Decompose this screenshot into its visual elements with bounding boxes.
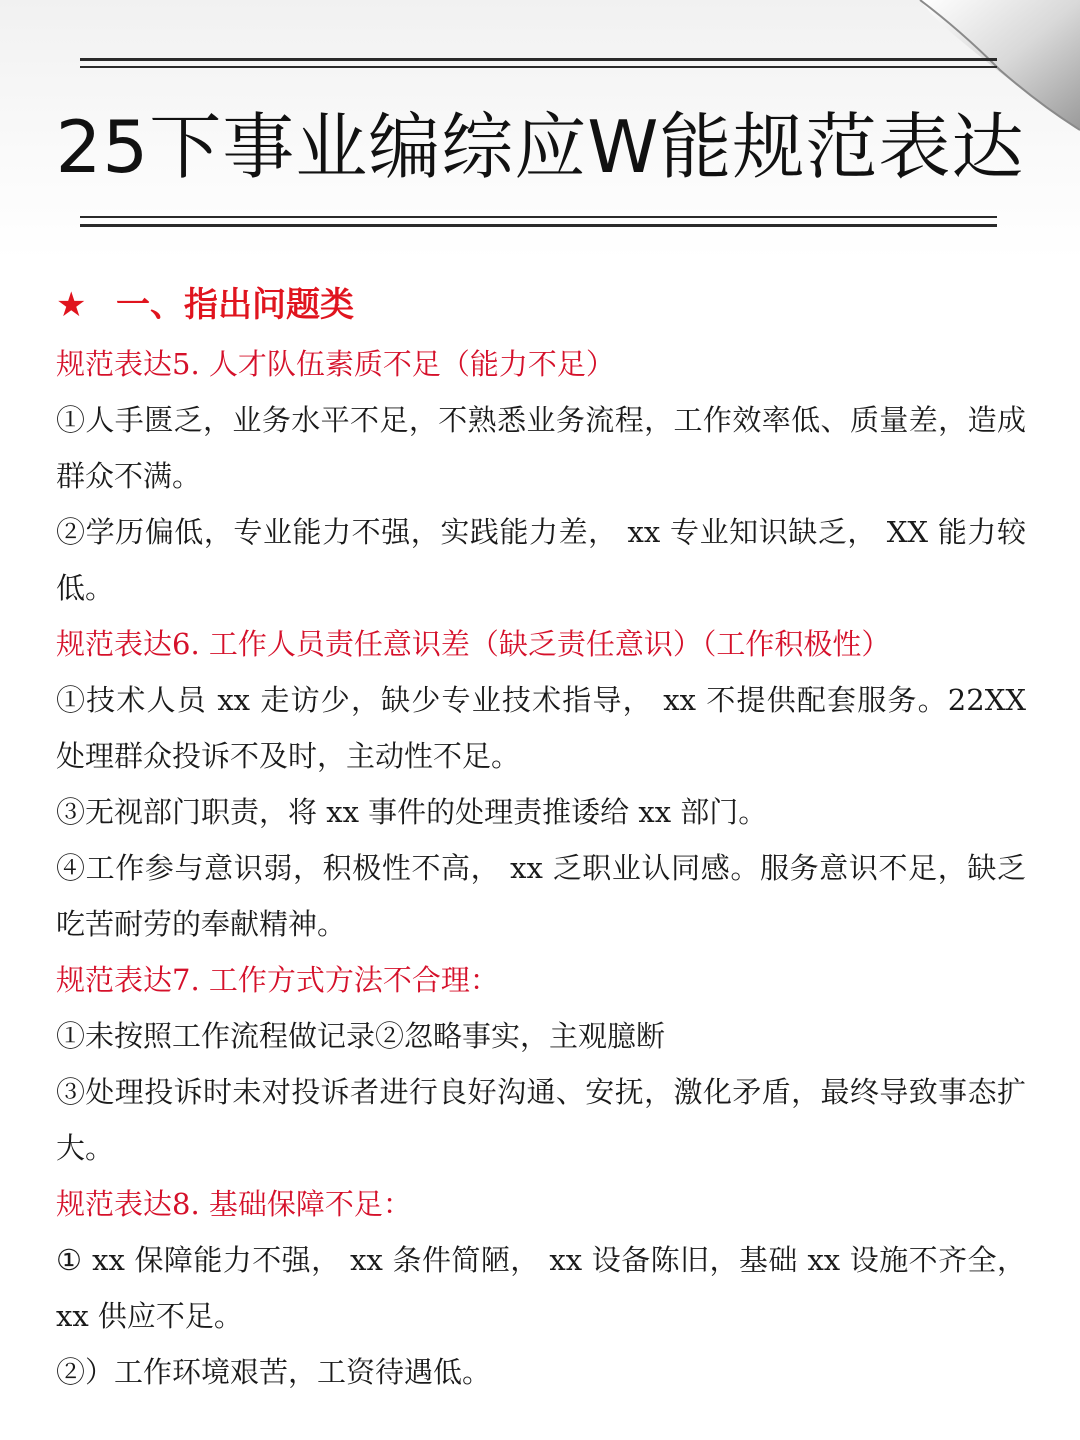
block-label: 规范表达5. 人才队伍素质不足（能力不足） bbox=[56, 347, 615, 381]
block-5 bbox=[56, 336, 1026, 616]
title-bottom-rule bbox=[80, 224, 997, 227]
section-heading bbox=[56, 276, 1026, 334]
paragraph: ②）工作环境艰苦，工资待遇低。 bbox=[56, 1355, 492, 1389]
block-label: 规范表达8. 基础保障不足： bbox=[56, 1187, 412, 1221]
page-title: 25下事业编综应W能规范表达 bbox=[55, 105, 1025, 189]
block-label: 规范表达7. 工作方式方法不合理： bbox=[56, 963, 499, 997]
paragraph: ①人手匮乏，业务水平不足，不熟悉业务流程，工作效率低、质量差，造成群众不满。 bbox=[56, 403, 1026, 493]
section-heading-text: 一、指出问题类 bbox=[116, 285, 354, 325]
paragraph: ① xx 保障能力不强， xx 条件简陋， xx 设备陈旧，基础 xx 设施不齐全， xx 供应不足。 bbox=[56, 1243, 1026, 1333]
title-top-rule bbox=[80, 58, 997, 61]
paragraph: ③无视部门职责，将 xx 事件的处理责推诿给 xx 部门。 bbox=[56, 795, 768, 829]
paragraph: ①未按照工作流程做记录②忽略事实，主观臆断 bbox=[56, 1019, 666, 1053]
block-8 bbox=[56, 1176, 1026, 1400]
block-6 bbox=[56, 616, 1026, 952]
paragraph: ④工作参与意识弱，积极性不高， xx 乏职业认同感。服务意识不足，缺乏吃苦耐劳的奉献精神。 bbox=[56, 851, 1026, 941]
block-7 bbox=[56, 952, 1026, 1176]
document-body bbox=[56, 276, 1026, 1400]
title-bottom-rule-thin bbox=[80, 216, 997, 218]
paragraph: ③处理投诉时未对投诉者进行良好沟通、安抚，激化矛盾，最终导致事态扩大。 bbox=[56, 1075, 1026, 1165]
paragraph: ②学历偏低，专业能力不强，实践能力差， xx 专业知识缺乏， XX 能力较低。 bbox=[56, 515, 1026, 605]
paragraph: ①技术人员 xx 走访少，缺少专业技术指导， xx 不提供配套服务。22XX 处理群众投诉不及时，主动性不足。 bbox=[56, 683, 1026, 773]
star-icon: ★ bbox=[56, 285, 87, 325]
title-top-rule-thin bbox=[80, 66, 997, 68]
block-label: 规范表达6. 工作人员责任意识差（缺乏责任意识）（工作积极性） bbox=[56, 627, 891, 661]
